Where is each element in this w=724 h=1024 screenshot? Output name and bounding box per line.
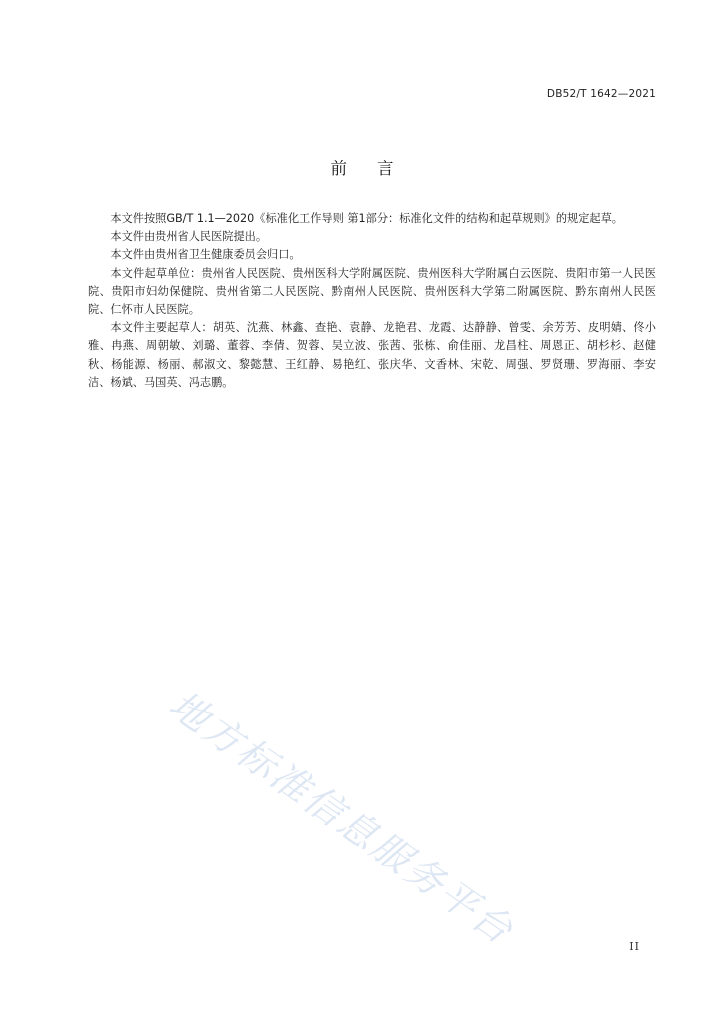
foreword-body: [88, 210, 656, 392]
paragraph-drafters: 本文件主要起草人：胡英、沈燕、林鑫、查艳、袁静、龙艳君、龙霞、达静静、曾雯、余芳芳、皮明婧、佟小雅、冉燕、周朝敏、刘璐、董蓉、李倩、贺蓉、吴立波、张茜、张栋、俞佳丽、龙昌柱、周恩正、胡杉杉、赵健秋、杨能源、杨丽、郝淑文、黎懿慧、王红静、易艳红、张庆华、文香林、宋乾、周强、罗贤珊、罗海丽、李安洁、杨斌、马国英、冯志鹏。: [88, 321, 656, 389]
paragraph-proposer: 本文件由贵州省人民医院提出。: [110, 230, 268, 244]
paragraph-drafting-rules: 本文件按照GB/T 1.1—2020《标准化工作导则 第1部分：标准化文件的结构和起草规则》的规定起草。: [110, 212, 623, 225]
document-code: DB52/T 1642—2021: [546, 88, 656, 100]
watermark: 地方标准信息服务平台: [161, 682, 523, 954]
page-number: II: [629, 940, 640, 953]
paragraph-administrator: 本文件由贵州省卫生健康委员会归口。: [110, 248, 301, 262]
section-title: 前言: [330, 159, 424, 178]
paragraph-drafting-units: 本文件起草单位：贵州省人民医院、贵州医科大学附属医院、贵州医科大学附属白云医院、贵阳市第一人民医院、贵阳市妇幼保健院、贵州省第二人民医院、黔南州人民医院、贵州医科大学第二附属医院、黔东南州人民医院、仁怀市人民医院。: [88, 266, 656, 317]
